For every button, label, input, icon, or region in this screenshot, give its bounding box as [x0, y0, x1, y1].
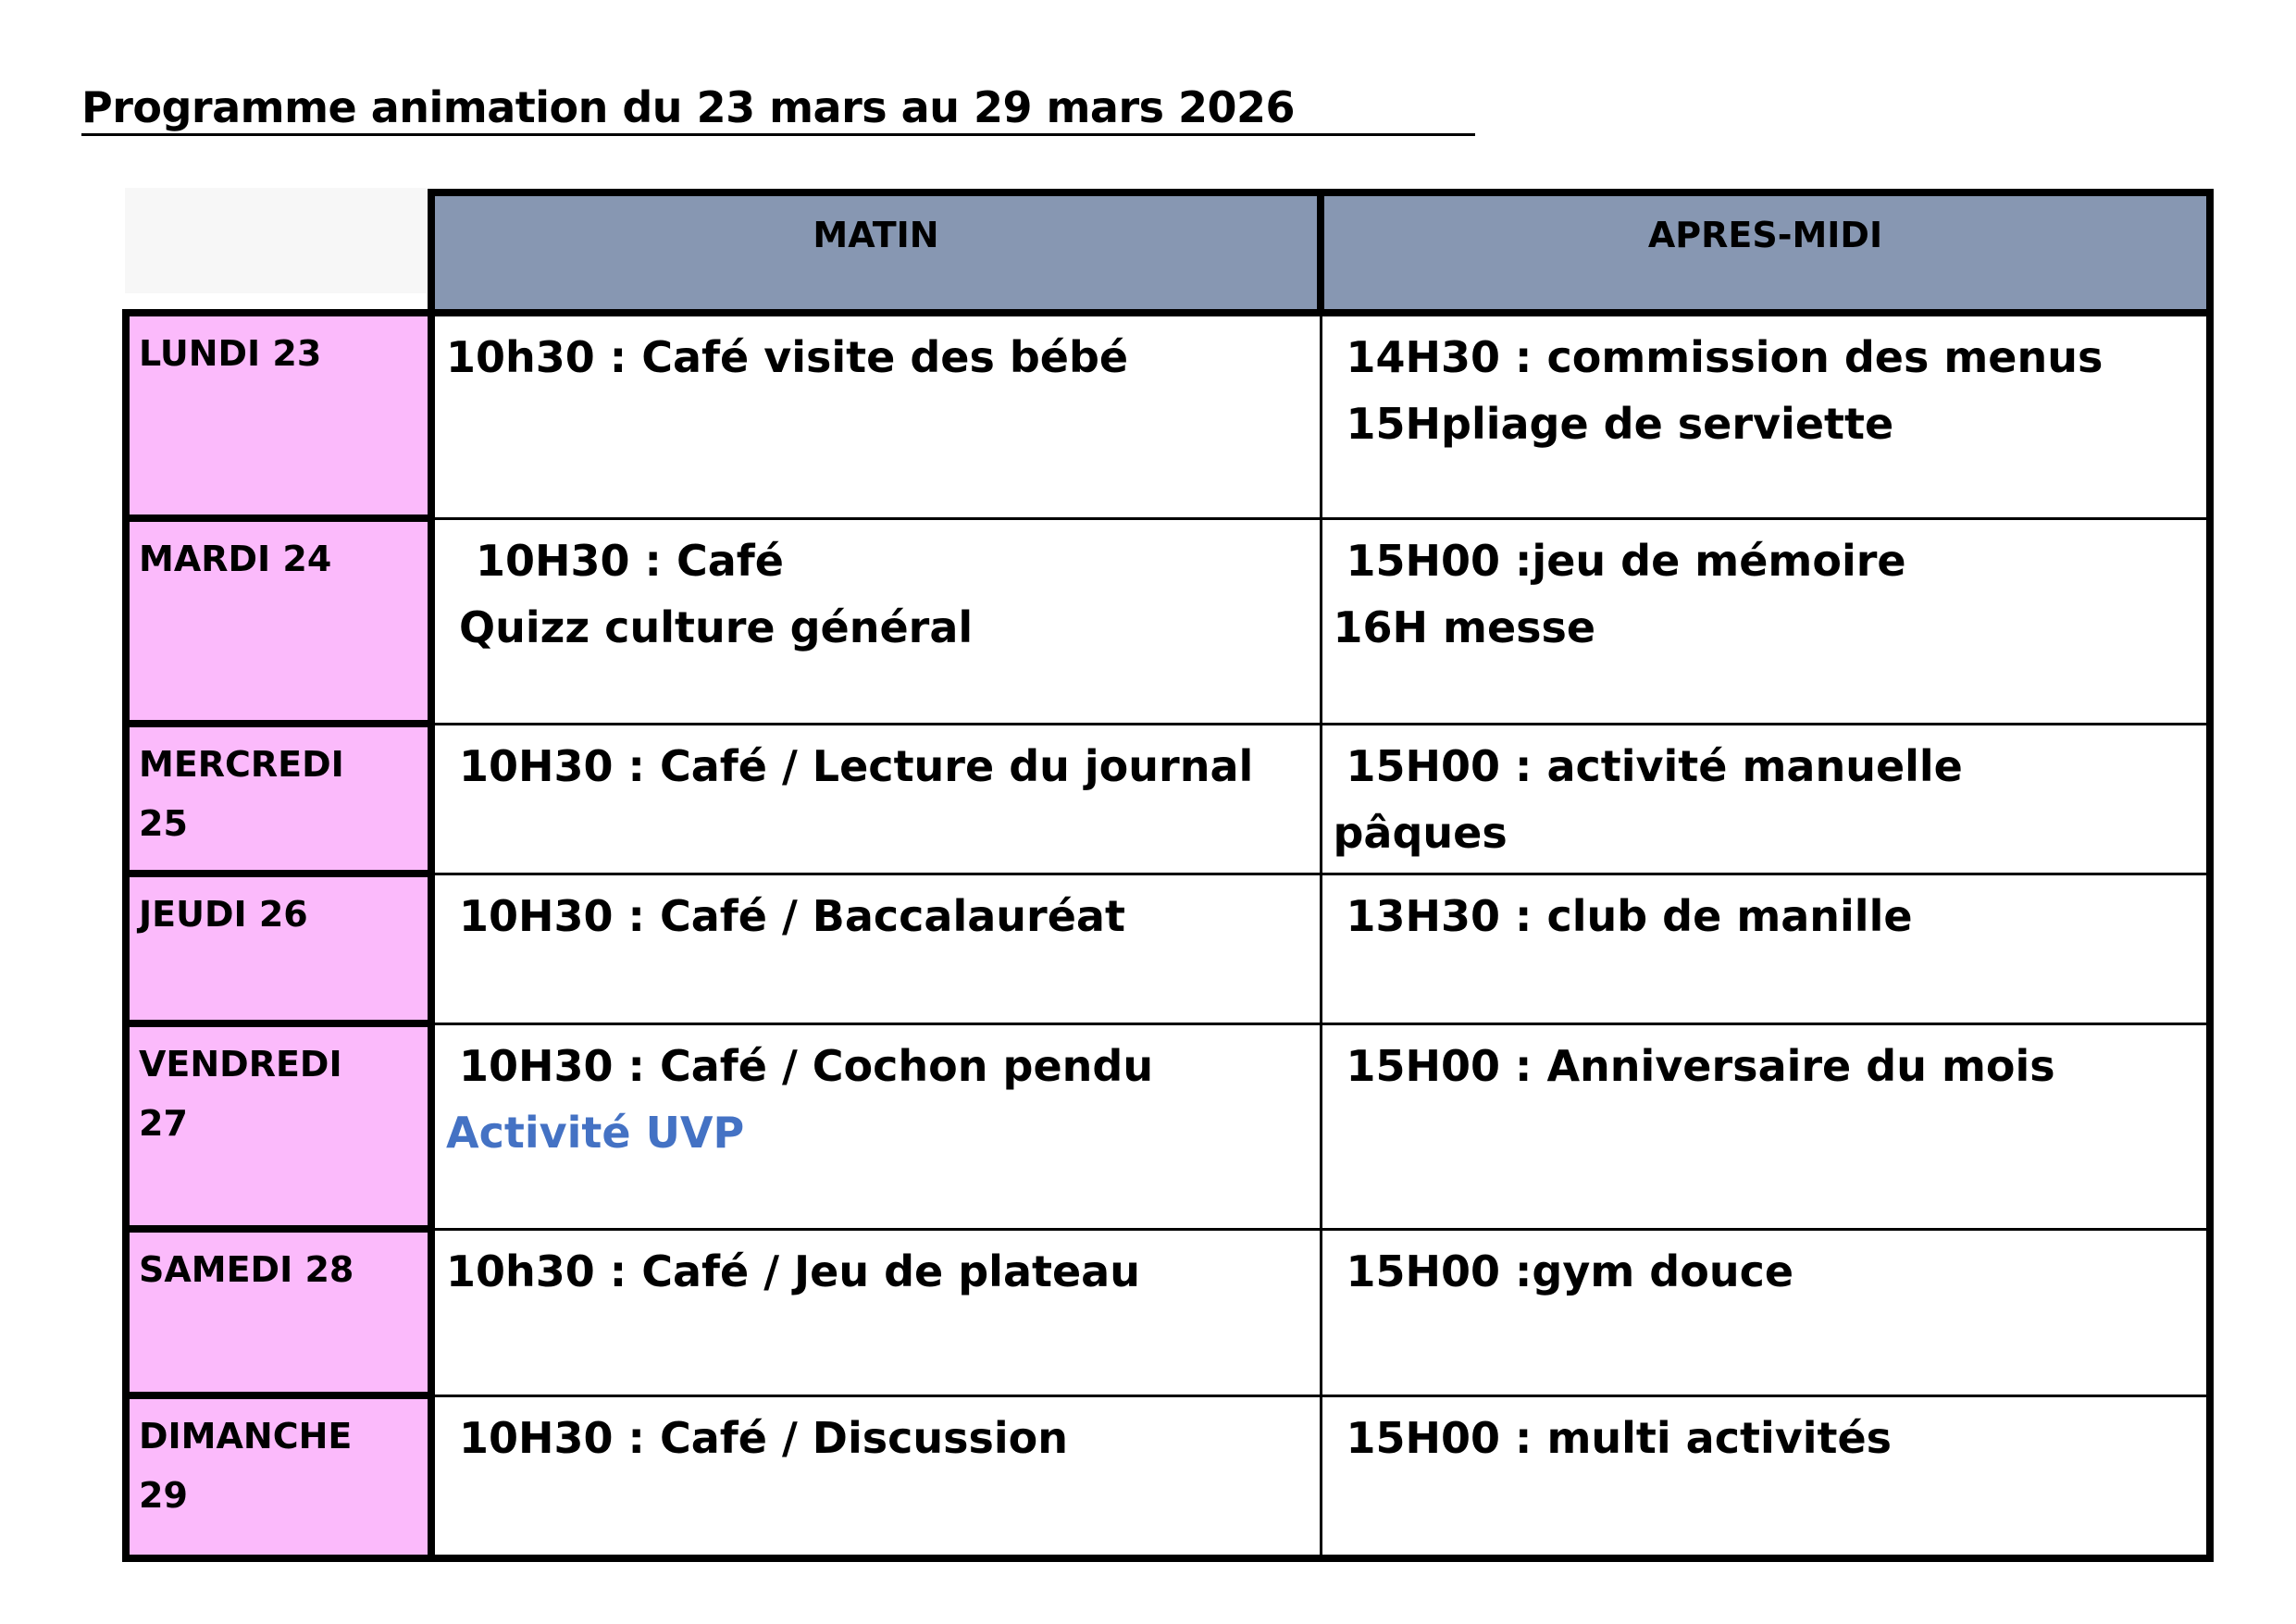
afternoon-cell — [1321, 1395, 2210, 1558]
activity-line: 10H30 : Café — [476, 535, 784, 586]
day-row — [126, 1229, 2210, 1395]
day-label-number: 29 — [139, 1475, 188, 1516]
day-label-number: 27 — [139, 1103, 188, 1144]
activity-uvp-highlight: Activité UVP — [446, 1107, 745, 1158]
header-row — [126, 192, 2210, 313]
day-row — [126, 313, 2210, 518]
morning-cell — [431, 1023, 1321, 1229]
activity-line: 15Hpliage de serviette — [1346, 399, 1894, 449]
day-row — [126, 1395, 2210, 1558]
afternoon-cell — [1321, 313, 2210, 518]
day-label-number: 25 — [139, 803, 188, 844]
afternoon-cell — [1321, 874, 2210, 1023]
morning-cell — [431, 724, 1321, 874]
morning-cell — [431, 1229, 1321, 1395]
column-header-afternoon: APRES-MIDI — [1321, 192, 2210, 313]
activity-line: 14H30 : commission des menus — [1346, 332, 2104, 382]
page-title: Programme animation du 23 mars au 29 mars 2026 — [81, 81, 1475, 136]
day-cell — [126, 518, 431, 724]
morning-cell — [431, 874, 1321, 1023]
activity-line: 10H30 : Café / Discussion — [459, 1412, 1069, 1463]
activity-line: 13H30 : club de manille — [1346, 890, 1913, 941]
column-header-morning: MATIN — [431, 192, 1321, 313]
day-label: MERCREDI — [139, 744, 344, 785]
header-blank-cell — [126, 192, 431, 313]
activity-line: 15H00 : multi activités — [1346, 1412, 1893, 1463]
day-label: VENDREDI — [139, 1044, 342, 1085]
day-cell — [126, 724, 431, 874]
day-label: MARDI 24 — [139, 539, 332, 579]
activity-line: 10H30 : Café / Cochon pendu — [459, 1040, 1154, 1091]
day-label: DIMANCHE — [139, 1416, 353, 1457]
day-label: LUNDI 23 — [139, 333, 322, 374]
weekly-schedule-table — [122, 189, 2214, 1562]
day-row — [126, 518, 2210, 724]
afternoon-cell — [1321, 1229, 2210, 1395]
day-row — [126, 1023, 2210, 1229]
activity-line: 15H00 : activité manuelle — [1346, 740, 1963, 791]
afternoon-cell — [1321, 1023, 2210, 1229]
activity-line: Quizz culture général — [459, 601, 974, 652]
activity-line: 10h30 : Café visite des bébé — [446, 332, 1129, 382]
afternoon-cell — [1321, 724, 2210, 874]
activity-line: 15H00 : Anniversaire du mois — [1346, 1040, 2055, 1091]
activity-line: 10h30 : Café / Jeu de plateau — [446, 1246, 1140, 1296]
activity-line: 15H00 :gym douce — [1346, 1246, 1794, 1296]
day-label: JEUDI 26 — [139, 894, 308, 935]
activity-line: 10H30 : Café / Lecture du journal — [459, 740, 1254, 791]
activity-line: pâques — [1333, 807, 1508, 858]
day-cell — [126, 313, 431, 518]
day-cell — [126, 1395, 431, 1558]
afternoon-cell — [1321, 518, 2210, 724]
activity-line: 15H00 :jeu de mémoire — [1346, 535, 1906, 586]
morning-cell — [431, 313, 1321, 518]
day-row — [126, 724, 2210, 874]
activity-line: 10H30 : Café / Baccalauréat — [459, 890, 1125, 941]
morning-cell — [431, 1395, 1321, 1558]
day-label: SAMEDI 28 — [139, 1249, 354, 1290]
day-cell — [126, 874, 431, 1023]
activity-line: 16H messe — [1333, 601, 1596, 652]
day-cell — [126, 1023, 431, 1229]
morning-cell — [431, 518, 1321, 724]
day-cell — [126, 1229, 431, 1395]
day-row — [126, 874, 2210, 1023]
